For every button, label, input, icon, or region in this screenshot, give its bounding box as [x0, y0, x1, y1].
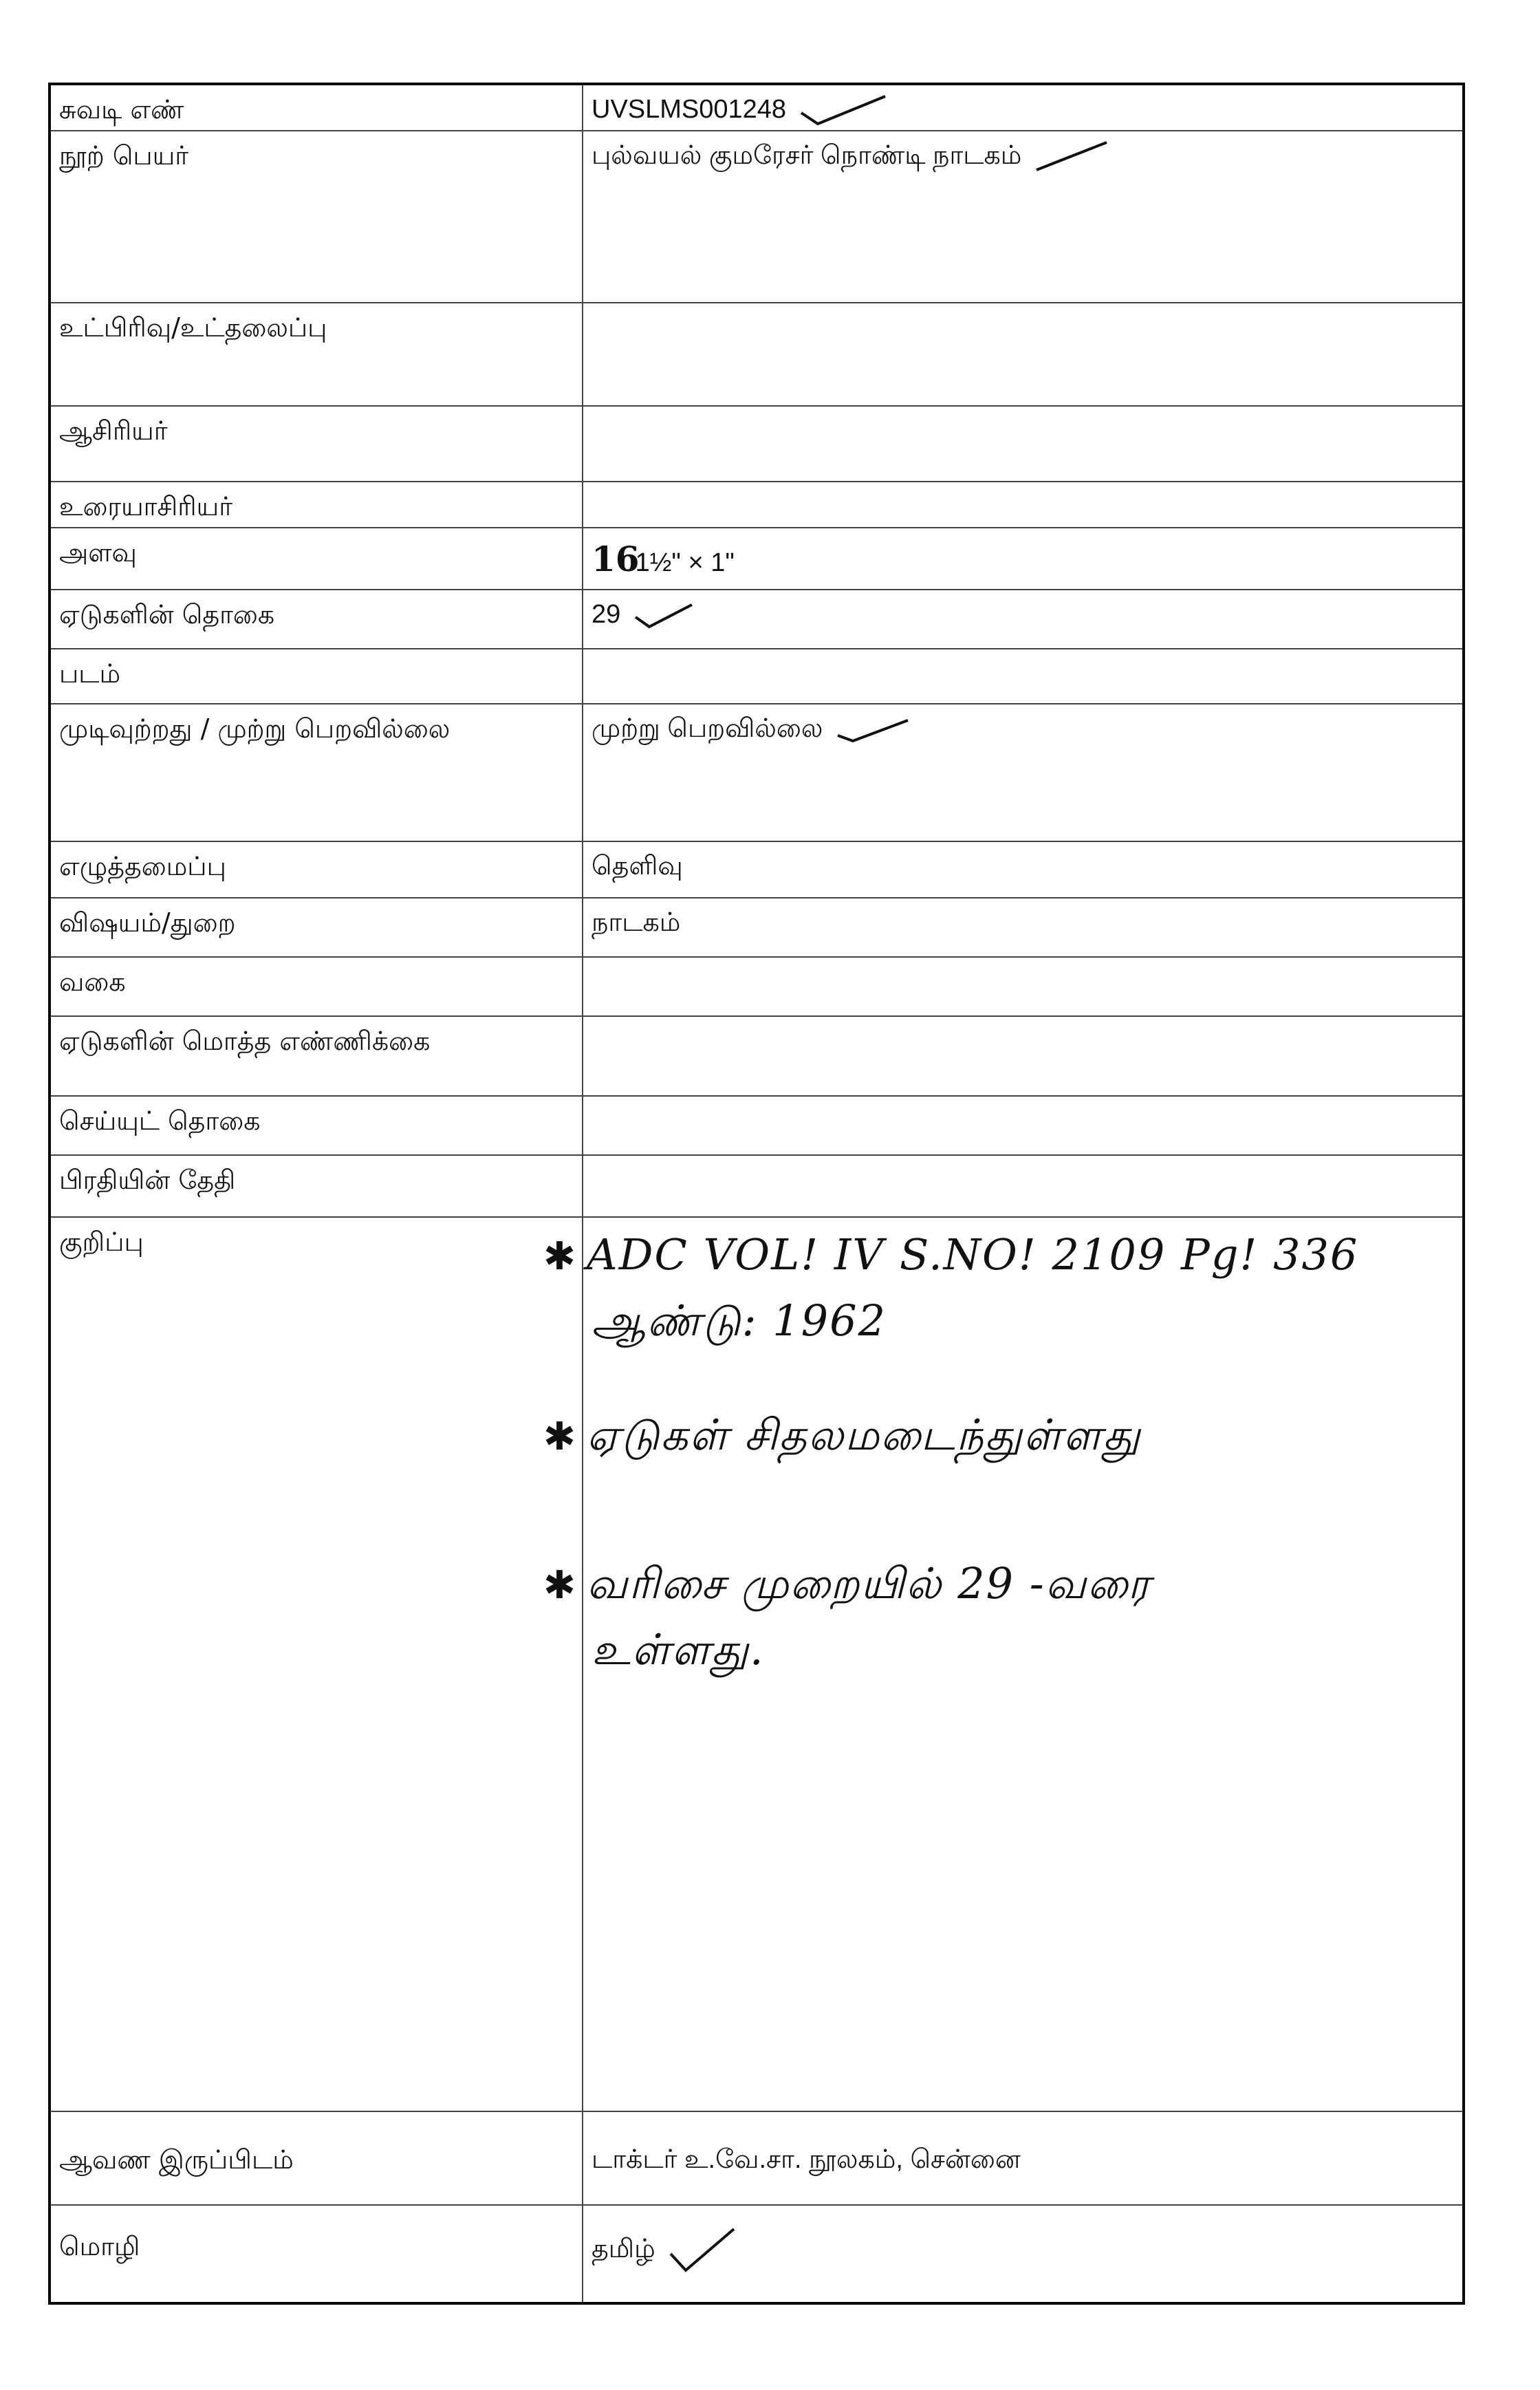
field-value: [583, 590, 1462, 649]
handwritten-size-correction: 16: [592, 538, 640, 579]
note-year: ஆண்டு: 1962: [592, 1295, 887, 1346]
language-value: தமிழ்: [592, 2234, 655, 2263]
field-label: மொழி: [51, 2205, 583, 2302]
row-total-leaves: [51, 1016, 1462, 1096]
field-value: டாக்டர் உ.வே.சா. நூலகம், சென்னை: [583, 2111, 1462, 2205]
title-value: புல்வயல் குமரேசர் நொண்டி நாடகம்: [592, 140, 1022, 170]
field-label: எழுத்தமைப்பு: [51, 841, 583, 898]
note-condition: ஏடுகள் சிதலமடைந்துள்ளது: [586, 1409, 1142, 1460]
field-value: நாடகம்: [583, 898, 1462, 957]
row-image: [51, 649, 1462, 704]
field-label: செய்யுட் தொகை: [51, 1096, 583, 1155]
note-reference: ADC VOL! IV S.NO! 2109 Pg! 336: [586, 1229, 1359, 1280]
field-label: அளவு: [51, 528, 583, 590]
note-sequence-end: உள்ளது.: [592, 1624, 765, 1675]
row-commentator: [51, 482, 1462, 528]
row-leaf-count: [51, 590, 1462, 649]
completion-value: முற்று பெறவில்லை: [592, 713, 823, 743]
row-completion: [51, 704, 1462, 841]
asterisk-bullet: ✱: [543, 1414, 577, 1459]
handwritten-notes: [543, 1217, 1462, 2111]
field-value: [583, 649, 1462, 704]
row-author: [51, 406, 1462, 482]
field-label: விஷயம்/துறை: [51, 898, 583, 957]
field-label: ஆவண இருப்பிடம்: [51, 2111, 583, 2205]
note-sequence: வரிசை முறையில் 29 -வரை: [586, 1558, 1151, 1609]
row-verse-count: [51, 1096, 1462, 1155]
field-value: [583, 482, 1462, 528]
row-copy-date: [51, 1155, 1462, 1217]
checkmark-icon: [799, 94, 888, 128]
leaf-count-value: 29: [592, 599, 621, 629]
field-value: [583, 1155, 1462, 1217]
field-label: ஏடுகளின் தொகை: [51, 590, 583, 649]
checkmark-icon: [668, 2226, 737, 2274]
field-value: [583, 2205, 1462, 2302]
row-language: [51, 2205, 1462, 2302]
field-label: வகை: [51, 957, 583, 1016]
checkmark-icon: [835, 715, 911, 745]
row-script: [51, 841, 1462, 898]
manuscript-number: UVSLMS001248: [592, 95, 787, 124]
field-label: முடிவுற்றது / முற்று பெறவில்லை: [51, 704, 583, 841]
size-value: 1½" × 1": [635, 548, 735, 577]
row-title: [51, 131, 1462, 303]
field-value: [583, 957, 1462, 1016]
row-subject: [51, 898, 1462, 957]
catalogue-record-table: [51, 85, 1462, 2302]
field-value: [583, 1016, 1462, 1096]
field-label: ஆசிரியர்: [51, 406, 583, 482]
row-notes: [51, 1217, 1462, 2111]
field-label: பிரதியின் தேதி: [51, 1155, 583, 1217]
field-label: ஏடுகளின் மொத்த எண்ணிக்கை: [51, 1016, 583, 1096]
field-value: [583, 85, 1462, 131]
field-label: நூற் பெயர்: [51, 131, 583, 303]
asterisk-bullet: ✱: [543, 1234, 577, 1279]
checkmark-icon: [1034, 140, 1109, 174]
field-value: [583, 1096, 1462, 1155]
field-label: உட்பிரிவு/உட்தலைப்பு: [51, 303, 583, 406]
field-value: [583, 303, 1462, 406]
asterisk-bullet: ✱: [543, 1563, 577, 1608]
field-label: குறிப்பு: [51, 1217, 583, 2111]
field-value: [583, 704, 1462, 841]
field-value: [583, 406, 1462, 482]
row-manuscript-number: [51, 85, 1462, 131]
row-subdivision: [51, 303, 1462, 406]
field-label: சுவடி எண்: [51, 85, 583, 131]
field-label: படம்: [51, 649, 583, 704]
row-category: [51, 957, 1462, 1016]
catalogue-record-sheet: [48, 83, 1465, 2305]
field-value: தெளிவு: [583, 841, 1462, 898]
field-value: [583, 131, 1462, 303]
row-location: [51, 2111, 1462, 2205]
field-label: உரையாசிரியர்: [51, 482, 583, 528]
field-value: [583, 528, 1462, 590]
row-size: [51, 528, 1462, 590]
checkmark-icon: [633, 601, 695, 631]
